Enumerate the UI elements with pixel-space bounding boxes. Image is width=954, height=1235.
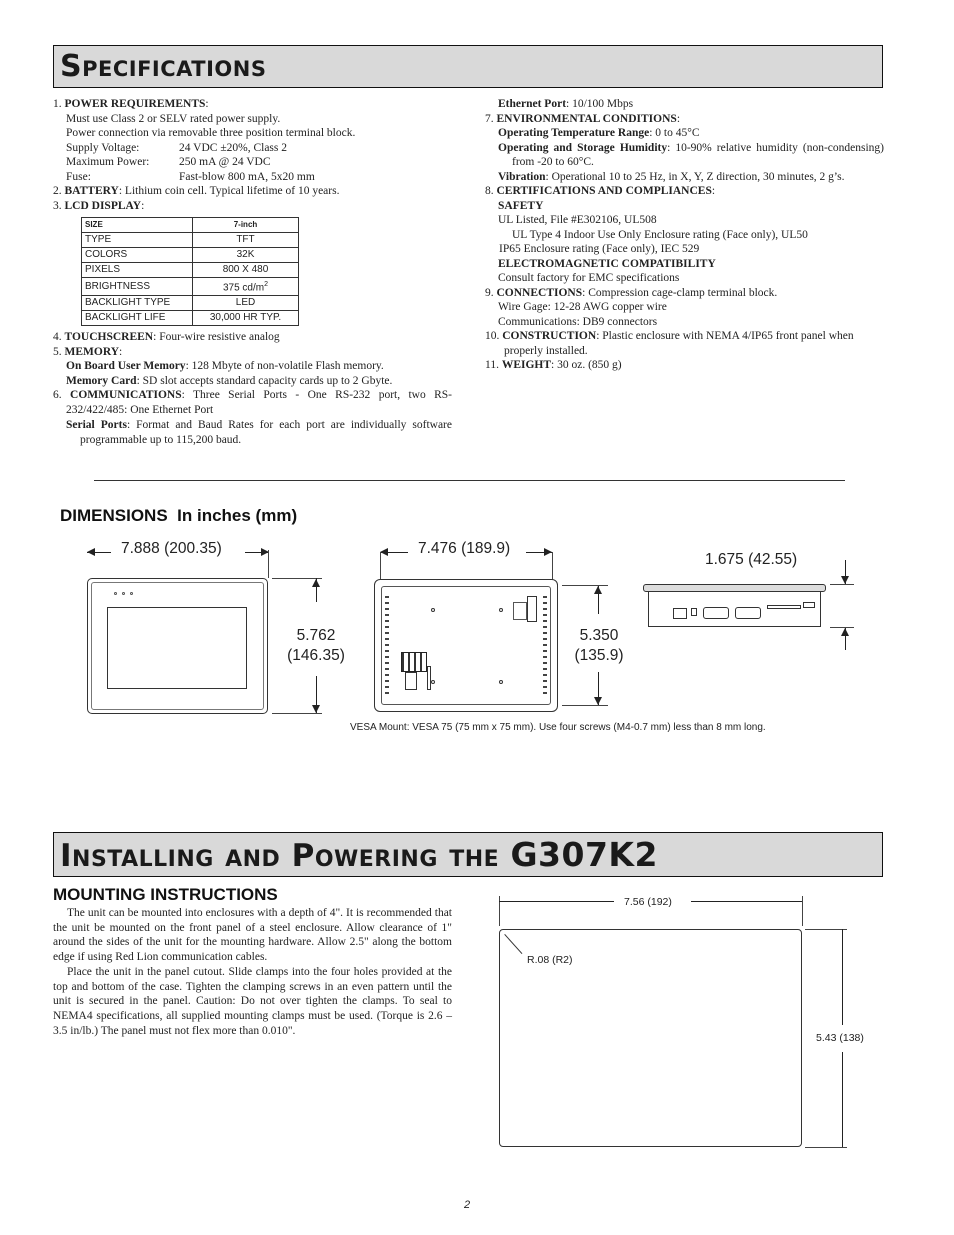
ul-listed: UL Listed, File #E302106, UL508 (498, 214, 657, 226)
extension-line (268, 550, 269, 578)
terminal-block (401, 652, 427, 672)
usb-port-icon (691, 608, 697, 616)
led-icon (122, 592, 125, 595)
rear-panel-drawing (374, 579, 558, 712)
cutout-radius-label: R.08 (R2) (527, 954, 573, 966)
arrow-right-icon (544, 548, 552, 556)
environmental-conditions: 7. ENVIRONMENTAL CONDITIONS: (485, 112, 681, 125)
installing-title: Installing and Powering the G307K2 (60, 835, 658, 874)
certifications: 8. CERTIFICATIONS AND COMPLIANCES: (485, 185, 716, 197)
installing-banner (53, 832, 883, 877)
front-width-dimension (87, 540, 269, 564)
mounting-text (53, 906, 452, 1038)
screw-hole-icon (499, 608, 503, 612)
front-width-label: 7.888 (200.35) (121, 540, 222, 557)
serial-ports: Serial Ports: Format and Baud Rates for each port are individually software programmable up to 115,200 baud. (66, 419, 452, 446)
bracket (513, 602, 527, 620)
arrow-left-icon (87, 548, 95, 556)
connector (405, 672, 417, 690)
comm-connectors: Communications: DB9 connectors (498, 315, 658, 328)
specifications-banner (53, 45, 883, 88)
ul-type4: UL Type 4 Indoor Use Only Enclosure rating (Face only), UL50 (512, 228, 808, 241)
power-line-1: Must use Class 2 or SELV rated power supply. (66, 112, 281, 125)
extension-line (562, 705, 608, 706)
mounting-heading: MOUNTING INSTRUCTIONS (53, 885, 278, 904)
extension-line (380, 552, 381, 580)
power-line-2: Power connection via removable three position terminal block. (66, 127, 356, 139)
weight: 11. WEIGHT: 30 oz. (850 g) (485, 359, 622, 371)
extension-line (805, 1147, 847, 1148)
mounting-paragraph-1: The unit can be mounted into enclosures with a depth of 4". It is recommended that the unit be mounted on the front panel of a steel enclosure. Allow clearance of 1" around the sides of the unit for the mounting hardware. Allow 2.5" along the bottom edge if using Red Lion communication cables. (53, 907, 452, 964)
memory-item: 5. MEMORY: (53, 345, 123, 358)
table-row: PIXELS 800 X 480 (82, 263, 299, 278)
emc-label: ELECTROMAGNETIC COMPATIBILITY (498, 257, 716, 270)
battery-item: 2. BATTERY: Lithium coin cell. Typical lifetime of 10 years. (53, 185, 340, 197)
specs-right-column (485, 97, 884, 373)
dimension-line (842, 1052, 843, 1147)
extension-line (272, 713, 322, 714)
maximum-power-row: Maximum Power: 250 mA @ 24 VDC (66, 156, 271, 168)
lcd-display-item: 3. LCD DISPLAY: (53, 199, 145, 212)
lcd-table-header: SIZE 7-inch (82, 218, 299, 233)
arrow-down-icon (312, 705, 320, 713)
ethernet-port: Ethernet Port: 10/100 Mbps (498, 98, 634, 110)
vent-slots-right (543, 596, 547, 696)
arrow-left-icon (380, 548, 388, 556)
db9-connector-icon (703, 607, 729, 619)
connector (427, 666, 431, 690)
rear-height-label: 5.350 (135.9) (574, 627, 624, 664)
communications-item: 6. COMMUNICATIONS: Three Serial Ports - One RS-232 port, two RS-232/422/485: One Ethernet Port (53, 389, 453, 416)
onboard-memory: On Board User Memory: 128 Mbyte of non-volatile Flash memory. (66, 360, 384, 373)
dimension-line (691, 901, 802, 902)
touchscreen-item: 4. TOUCHSCREEN: Four-wire resistive analog (53, 331, 280, 344)
humidity: Operating and Storage Humidity: 10-90% relative humidity (non-condensing) from -20 to 60°C. (498, 141, 884, 168)
construction: 10. CONSTRUCTION: Plastic enclosure with NEMA 4/IP65 front panel when properly installed. (485, 330, 854, 357)
safety-label: SAFETY (498, 199, 544, 212)
power-requirements: 1. POWER REQUIREMENTS: (53, 98, 209, 110)
section-divider (94, 480, 845, 481)
arrow-down-icon (594, 697, 602, 705)
operating-temperature: Operating Temperature Range: 0 to 45°C (498, 127, 700, 139)
dimension-line (842, 929, 843, 1025)
table-row: BRIGHTNESS 375 $cd/m^2$ (82, 278, 299, 296)
lcd-spec-table (81, 217, 299, 326)
cutout-width-label: 7.56 (192) (624, 896, 672, 908)
sd-slot (527, 596, 537, 622)
specs-left-column (53, 97, 452, 447)
extension-line (802, 896, 803, 926)
dimensions-heading: DIMENSIONS In inches (mm) (60, 506, 298, 525)
memory-card: Memory Card: SD slot accepts standard capacity cards up to 2 Gbyte. (66, 374, 393, 387)
vibration: Vibration: Operational 10 to 25 Hz, in X, Y, Z direction, 30 minutes, 2 g’s. (498, 170, 845, 183)
connections: 9. CONNECTIONS: Compression cage-clamp terminal block. (485, 286, 778, 299)
arrow-up-icon (594, 586, 602, 594)
rear-width-dimension (380, 540, 552, 564)
cutout-height-label: 5.43 (138) (816, 1032, 864, 1044)
extension-line (552, 552, 553, 580)
arrow-up-icon (841, 628, 849, 636)
arrow-up-icon (312, 579, 320, 587)
page-number: 2 (464, 1199, 471, 1211)
vent-slots-left (385, 596, 389, 696)
led-icon (130, 592, 133, 595)
table-row: TYPE TFT (82, 233, 299, 248)
side-view-drawing (643, 584, 826, 627)
extension-line (805, 929, 847, 930)
rear-width-label: 7.476 (189.9) (418, 540, 511, 557)
emc-note: Consult factory for EMC specifications (498, 272, 680, 284)
ethernet-port-icon (673, 608, 687, 619)
front-panel-drawing (87, 578, 268, 714)
db9-connector-icon (735, 607, 761, 619)
dimension-line (499, 901, 614, 902)
sd-card-slot-icon (767, 605, 801, 609)
vesa-mount-note: VESA Mount: VESA 75 (75 mm x 75 mm). Use four screws (M4-0.7 mm) less than 8 mm long. (350, 722, 766, 733)
led-icon (114, 592, 117, 595)
screw-hole-icon (431, 680, 435, 684)
front-height-label: 5.762 (146.35) (287, 627, 345, 664)
mounting-paragraph-2: Place the unit in the panel cutout. Slide clamps into the four holes provided at the top and bottom of the case. Tighten the clamping screws in an even pattern until the unit is secured in the panel. Caution: Do not over tighten the clamps. To seal to NEMA4 specifications, all supplied mounting clamps must be used. (Torque is 2.6 – 3.5 in/lb.) The panel must not flex more than 0.010". (53, 965, 452, 1037)
ip65-rating: IP65 Enclosure rating (Face only), IEC 529 (499, 243, 700, 255)
depth-label: 1.675 (42.55) (705, 551, 798, 568)
screw-hole-icon (499, 680, 503, 684)
table-row: BACKLIGHT TYPE LED (82, 296, 299, 311)
fuse-row: Fuse: Fast-blow 800 mA, 5x20 mm (66, 170, 315, 183)
specifications-title: Specifications (60, 49, 267, 84)
connector (803, 602, 815, 608)
supply-voltage-row: Supply Voltage: 24 VDC ±20%, Class 2 (66, 141, 288, 154)
arrow-down-icon (841, 576, 849, 584)
table-row: BACKLIGHT LIFE 30,000 HR TYP. (82, 311, 299, 326)
display-window (107, 607, 247, 689)
screw-hole-icon (431, 608, 435, 612)
wire-gage: Wire Gage: 12-28 AWG copper wire (498, 301, 667, 313)
extension-line (830, 584, 854, 585)
table-row: COLORS 32K (82, 248, 299, 263)
